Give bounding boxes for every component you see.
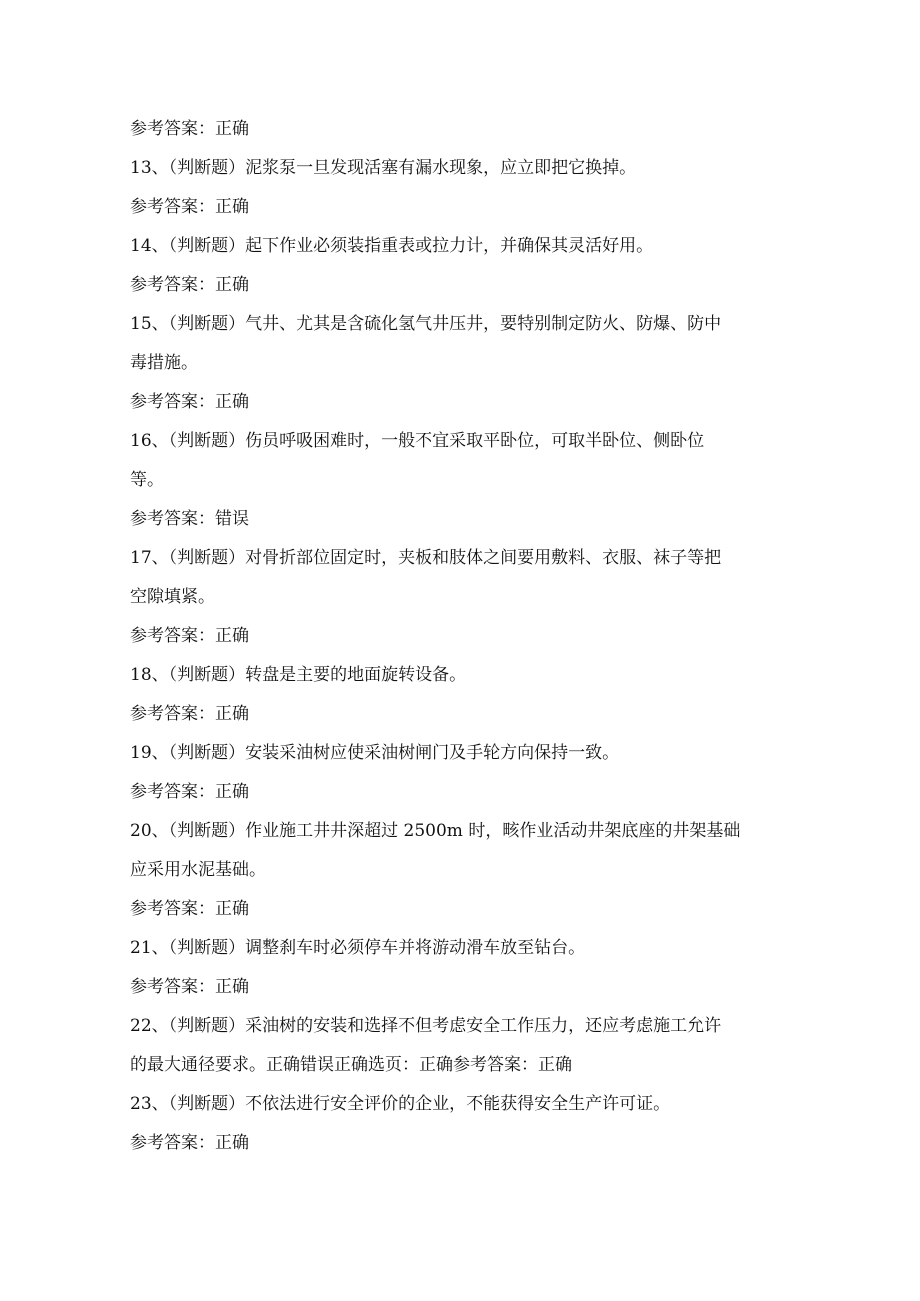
answer-line: 参考答案：正确 [130, 1133, 249, 1153]
question-line: 18、（判断题）转盘是主要的地面旋转设备。 [130, 665, 467, 685]
document-page [130, 110, 790, 1163]
answer-line: 参考答案：正确 [130, 899, 249, 919]
question-line: 毒措施。 [130, 353, 198, 373]
question-line: 14、（判断题）起下作业必须装指重表或拉力计，并确保其灵活好用。 [130, 236, 654, 256]
question-line: 的最大通径要求。正确错误正确选页：正确参考答案：正确 [130, 1055, 572, 1075]
answer-line: 参考答案：正确 [130, 977, 249, 997]
answer-line: 参考答案：正确 [130, 626, 249, 646]
question-line: 22、（判断题）采油树的安装和选择不但考虑安全工作压力，还应考虑施工允许 [130, 1016, 722, 1036]
question-line: 空隙填紧。 [130, 587, 215, 607]
question-line: 15、（判断题）气井、尤其是含硫化氢气井压井，要特别制定防火、防爆、防中 [130, 314, 722, 334]
question-line: 16、（判断题）伤员呼吸困难时，一般不宜采取平卧位，可取半卧位、侧卧位 [130, 431, 705, 451]
question-line: 19、（判断题）安装采油树应使采油树闸门及手轮方向保持一致。 [130, 743, 620, 763]
answer-line: 参考答案：正确 [130, 392, 249, 412]
question-line: 17、（判断题）对骨折部位固定时，夹板和肢体之间要用敷料、衣服、袜子等把 [130, 548, 722, 568]
answer-line: 参考答案：正确 [130, 782, 249, 802]
question-line: 23、（判断题）不依法进行安全评价的企业，不能获得安全生产许可证。 [130, 1094, 671, 1114]
question-line: 应采用水泥基础。 [130, 860, 266, 880]
question-line: 21、（判断题）调整刹车时必须停车并将游动滑车放至钻台。 [130, 938, 586, 958]
question-line: 13、（判断题）泥浆泵一旦发现活塞有漏水现象，应立即把它换掉。 [130, 158, 637, 178]
answer-line: 参考答案：正确 [130, 704, 249, 724]
answer-line: 参考答案：正确 [130, 275, 249, 295]
answer-line: 参考答案：正确 [130, 197, 249, 217]
question-line: 20、（判断题）作业施工井井深超过 2500m 时，畡作业活动井架底座的井架基础 [130, 821, 741, 841]
answer-line: 参考答案：正确 [130, 119, 249, 139]
answer-line: 参考答案：错误 [130, 509, 249, 529]
question-line: 等。 [130, 470, 164, 490]
